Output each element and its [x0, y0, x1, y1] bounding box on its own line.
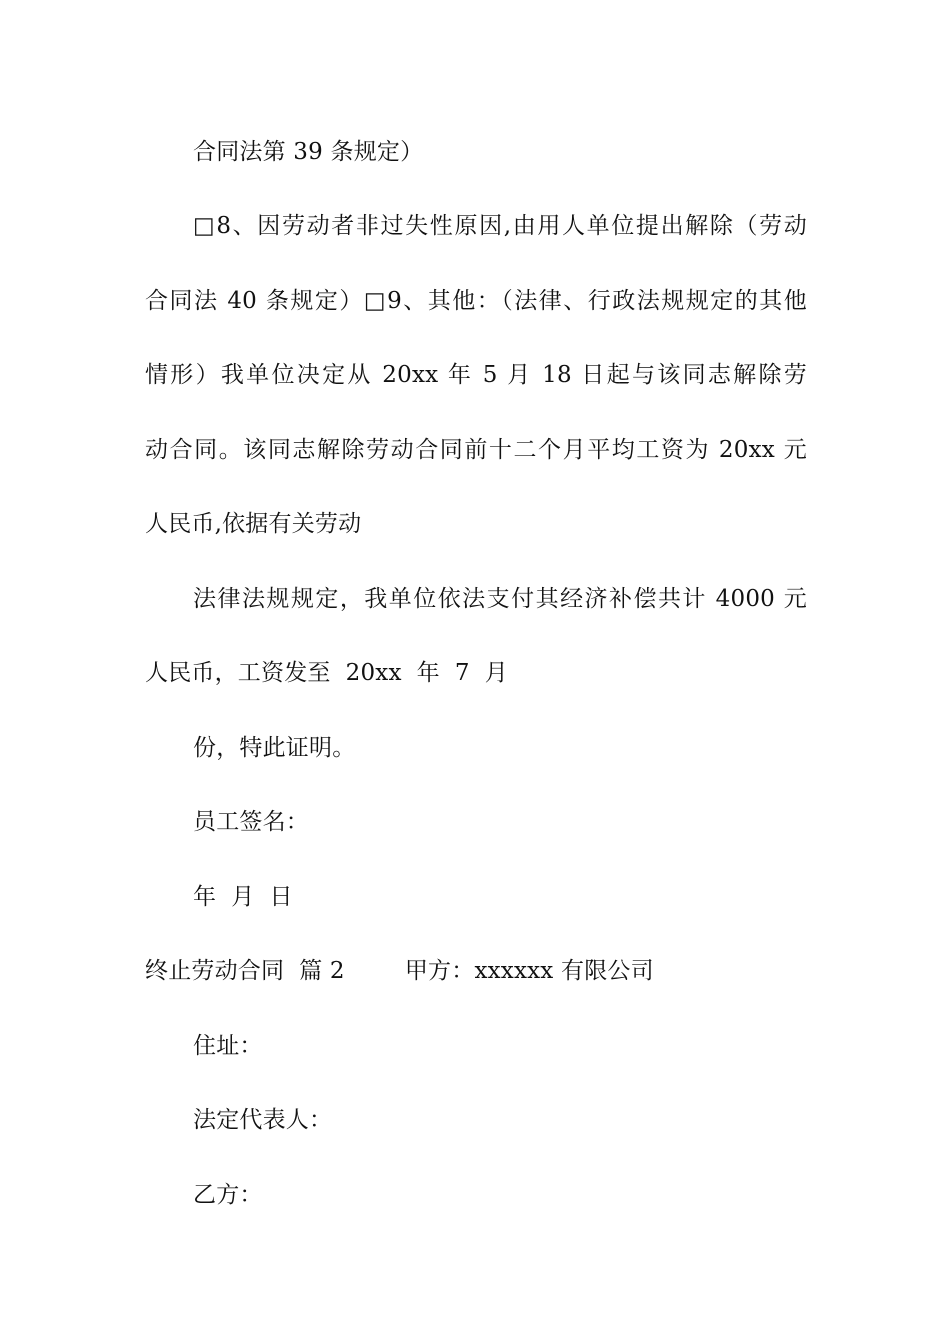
address-label: 住址： — [193, 1033, 263, 1059]
text-line-6: 人民币,依据有关劳动 — [145, 511, 362, 537]
employee-signature-label: 员工签名： — [193, 809, 309, 835]
text-line-5: 动合同。该同志解除劳动合同前十二个月平均工资为 20xx 元 — [145, 437, 807, 463]
text-line-8: 人民币，工资发至 20xx 年 7 月 — [145, 660, 508, 686]
section-heading-line: 终止劳动合同 篇 2 甲方：xxxxxx 有限公司 — [145, 958, 654, 984]
party-b-label: 乙方： — [193, 1182, 263, 1208]
text-line-3: 合同法 40 条规定）□9、其他：（法律、行政法规规定的其他 — [145, 288, 807, 314]
text-line-9: 份，特此证明。 — [193, 735, 356, 761]
date-line: 年 月 日 — [193, 884, 293, 910]
text-line-1: 合同法第 39 条规定） — [193, 139, 424, 165]
text-line-2: □8、因劳动者非过失性原因,由用人单位提出解除（劳动 — [193, 213, 807, 239]
text-line-7: 法律法规规定，我单位依法支付其经济补偿共计 4000 元 — [193, 586, 807, 612]
text-line-4: 情形）我单位决定从 20xx 年 5 月 18 日起与该同志解除劳 — [145, 362, 807, 388]
legal-representative-label: 法定代表人： — [193, 1107, 333, 1133]
